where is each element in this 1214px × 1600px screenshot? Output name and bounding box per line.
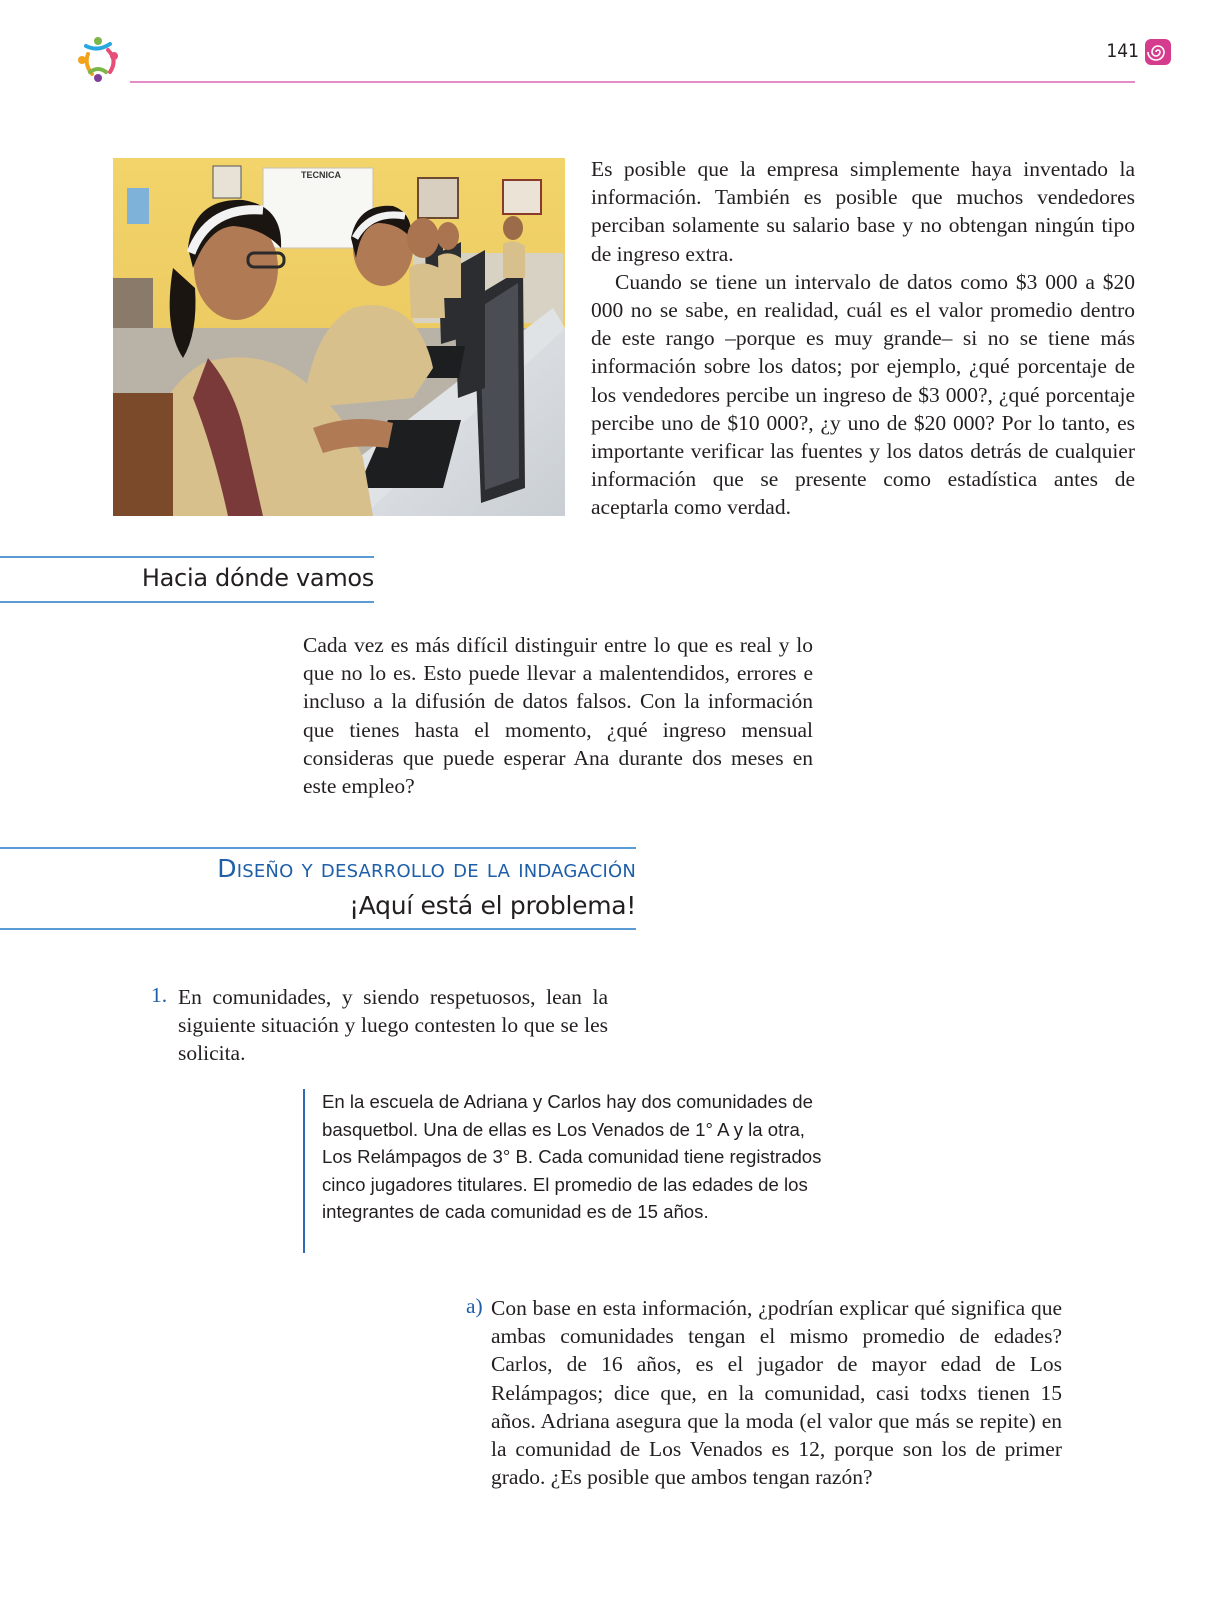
header-rule [130, 81, 1135, 83]
intro-text [591, 155, 1135, 522]
subquestion-letter: a) [466, 1294, 483, 1318]
subquestion-text: Con base en esta información, ¿podrían explicar qué significa que ambas comunidades tengan el mismo promedio de edades? Carlos, de 16 años, es el jugador de mayor edad de Los Relámpagos; dice que, en la comunidad, casi todxs tienen 15 años. Adriana asegura que la moda (el valor que más se repite) en la comunidad de Los Venados es 12, porque son los de primer grado. ¿Es posible que ambos tengan razón? [491, 1296, 1062, 1490]
section-title-hacia: Hacia dónde vamos [141, 564, 374, 592]
question-number: 1. [151, 983, 168, 1007]
intro-paragraph-2: Cuando se tiene un intervalo de datos como $3 000 a $20 000 no se sabe, en realidad, cuál es el valor promedio dentro de este rango –porque es muy grande– si no se tiene más información sobre los datos; por ejemplo, ¿qué porcentaje de los vendedores percibe un ingreso de $3 000?, ¿qué porcentaje percibe uno de $10 000?, ¿y uno de $20 000? Por lo tanto, es importante verificar las fuentes y los datos detrás de cualquier información que se presente como estadística antes de aceptarla como verdad. [591, 269, 1135, 520]
students-at-computers-photo [113, 158, 565, 516]
section-rule [0, 601, 374, 603]
section-rule [0, 556, 374, 558]
classroom-sign: TECNICA [301, 170, 341, 180]
situation-text: En la escuela de Adriana y Carlos hay dos comunidades de basquetbol. Una de ellas es Los Venados de 1° A y la otra, Los Relámpagos de 3° B. Cada comunidad tiene registrados cinco jugadores titulares. El promedio de las edades de los integrantes de cada comunidad es de 15 años. [322, 1091, 822, 1223]
section-rule [0, 928, 636, 930]
section-subtitle: ¡Aquí está el problema! [349, 891, 636, 920]
people-circle-logo-icon [72, 32, 126, 86]
section-title-diseno [0, 854, 636, 883]
section-title-text: Diseño y desarrollo de la indagación [217, 854, 636, 883]
spiral-glyph-icon [1143, 37, 1173, 67]
intro-paragraph-1: Es posible que la empresa simplemente haya inventado la información. También es posible que muchos vendedores perciban solamente su salario base y no obtengan ningún tipo de ingreso extra. [591, 157, 1135, 266]
question-text: En comunidades, y siendo respetuosos, lean la siguiente situación y luego contesten lo que se les solicita. [178, 985, 608, 1066]
hacia-paragraph: Cada vez es más difícil distinguir entre lo que es real y lo que no lo es. Esto puede llevar a malentendidos, errores e incluso a la difusión de datos falsos. Con la información que tienes hasta el momento, ¿qué ingreso mensual consideras que puede esperar Ana durante dos meses en este empleo? [303, 633, 813, 799]
section-rule [0, 847, 636, 849]
page-number: 141 [1106, 40, 1139, 62]
quote-bar [303, 1089, 305, 1253]
